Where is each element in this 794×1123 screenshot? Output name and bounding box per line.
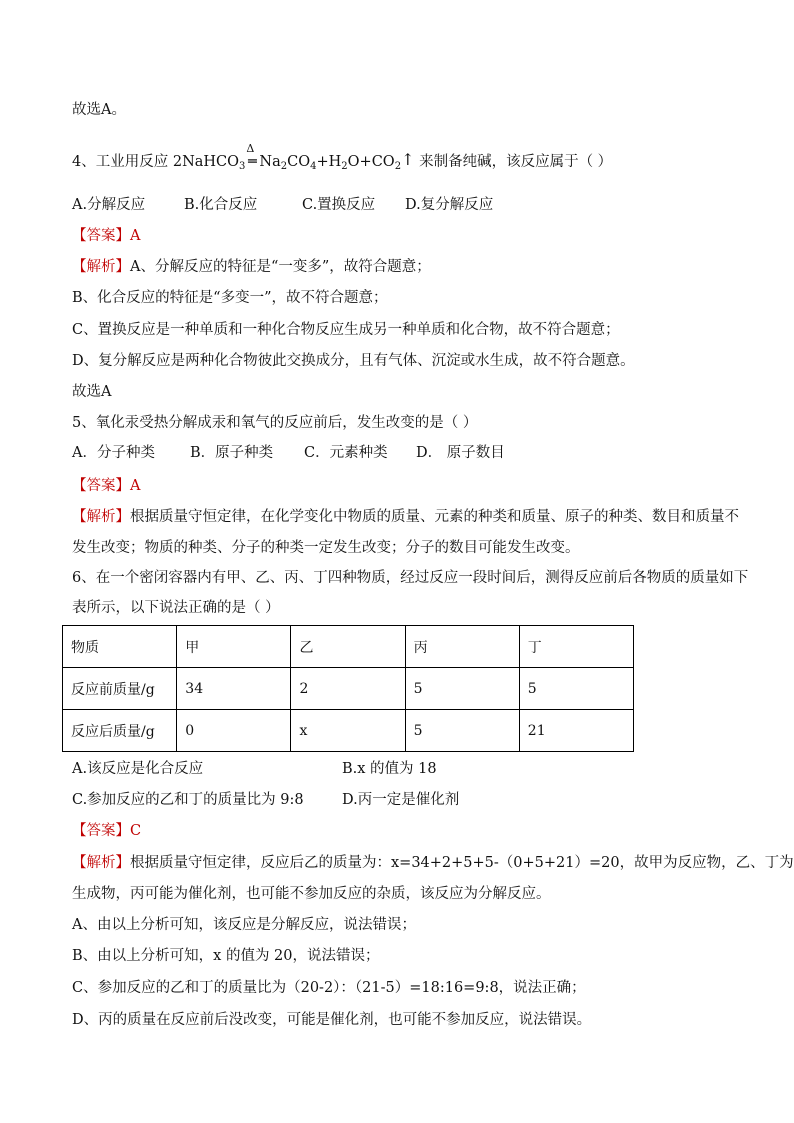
- q5-analysis-2: 发生改变；物质的种类、分子的种类一定发生改变；分子的数目可能发生改变。: [72, 540, 580, 556]
- analysis-text: 根据质量守恒定律，反应后乙的质量为：x=34+2+5+5-（0+5+21）=20，故甲为反应物，乙、丁为: [130, 855, 794, 871]
- q4-conclusion: 故选A: [72, 384, 112, 400]
- table-row: [63, 668, 634, 710]
- q4-analysis-4: D、复分解反应是两种化合物彼此交换成分，且有气体、沉淀或水生成，故不符合题意。: [72, 353, 635, 369]
- q5-answer: [72, 476, 140, 496]
- table-cell: 5: [405, 710, 519, 752]
- q5-option-b[interactable]: B．原子种类: [190, 445, 274, 461]
- q4-suffix: 来制备纯碱，该反应属于（ ）: [419, 154, 613, 170]
- table-cell: 5: [405, 668, 519, 710]
- eq-sub: 3: [239, 161, 246, 172]
- eq-product-2: +H: [316, 154, 342, 170]
- eq-product-3: O+CO: [347, 154, 395, 170]
- table-cell: 乙: [291, 626, 405, 668]
- q4-analysis-2: B、化合反应的特征是“多变一”，故不符合题意；: [72, 290, 388, 306]
- eq-sub: 2: [394, 161, 402, 172]
- eq-sub: 2: [341, 161, 348, 172]
- mass-table: [62, 625, 634, 752]
- q6-answer: [72, 821, 141, 841]
- q5-option-d[interactable]: D． 原子数目: [416, 445, 505, 461]
- table-cell: 物质: [63, 626, 177, 668]
- q6-analysis-4: B、由以上分析可知，x 的值为 20，说法错误；: [72, 948, 380, 964]
- analysis-label: 【解析】: [72, 259, 130, 275]
- q4-option-a[interactable]: A.分解反应: [72, 197, 146, 213]
- q4-options: [72, 195, 493, 215]
- delta-icon: Δ: [246, 142, 255, 155]
- q6-analysis-5: C、参加反应的乙和丁的质量比为（20-2）：（21-5）=18:16=9:8，说法正确；: [72, 980, 586, 996]
- eq-sub: 4: [310, 161, 317, 172]
- q6-analysis-6: D、丙的质量在反应前后没改变，可能是催化剂，也可能不参加反应，说法错误。: [72, 1012, 592, 1028]
- q4-stem: [72, 142, 613, 177]
- q4-equation: [172, 142, 415, 172]
- table-cell: 反应后质量/g: [63, 710, 177, 752]
- q5-options: [72, 443, 505, 463]
- q4-analysis-3: C、置换反应是一种单质和一种化合物反应生成另一种单质和化合物，故不符合题意；: [72, 322, 620, 338]
- q4-option-b[interactable]: B.化合反应: [184, 197, 258, 213]
- table-cell: 丙: [405, 626, 519, 668]
- q5-analysis-1: [72, 507, 739, 527]
- table-cell: 34: [177, 668, 291, 710]
- analysis-text: 根据质量守恒定律，在化学变化中物质的质量、元素的种类和质量、原子的种类、数目和质量不: [130, 509, 739, 525]
- eq-product-1-mid: CO: [287, 154, 311, 170]
- analysis-label: 【解析】: [72, 509, 130, 525]
- q6-options-row-2: [72, 790, 459, 810]
- q4-analysis-1: [72, 257, 431, 277]
- q4-option-d[interactable]: D.复分解反应: [405, 197, 494, 213]
- table-cell: 2: [291, 668, 405, 710]
- q4-answer: [72, 226, 140, 246]
- table-cell: 21: [519, 710, 633, 752]
- analysis-label: 【解析】: [72, 855, 130, 871]
- table-cell: 5: [519, 668, 633, 710]
- table-cell: 反应前质量/g: [63, 668, 177, 710]
- q6-option-b[interactable]: B.x 的值为 18: [342, 761, 437, 777]
- q6-analysis-3: A、由以上分析可知，该反应是分解反应，说法错误；: [72, 917, 416, 933]
- table-row: [63, 626, 634, 668]
- q6-analysis-2: 生成物，丙可能为催化剂，也可能不参加反应的杂质，该反应为分解反应。: [72, 886, 551, 902]
- q6-option-d[interactable]: D.丙一定是催化剂: [342, 792, 460, 808]
- q5-stem: 5、氧化汞受热分解成汞和氧气的反应前后，发生改变的是（ ）: [72, 415, 478, 431]
- table-cell: 甲: [177, 626, 291, 668]
- q6-stem-2: 表所示，以下说法正确的是（ ）: [72, 600, 280, 616]
- table-cell: 0: [177, 710, 291, 752]
- eq-reactant: 2NaHCO: [172, 154, 240, 170]
- answer-value: C: [130, 823, 142, 839]
- q4-option-c[interactable]: C.置换反应: [302, 197, 376, 213]
- q6-analysis-1: [72, 853, 794, 873]
- q6-stem-1: 6、在一个密闭容器内有甲、乙、丙、丁四种物质，经过反应一段时间后，测得反应前后各物质的质量如下: [72, 570, 749, 586]
- answer-value: A: [130, 228, 141, 244]
- gas-arrow-icon: ↑: [401, 150, 415, 169]
- q5-option-c[interactable]: C．元素种类: [304, 445, 388, 461]
- q6-options-row-1: [72, 759, 437, 779]
- answer-value: A: [130, 478, 141, 494]
- eq-equals: ═: [248, 154, 257, 170]
- q5-option-a[interactable]: A．分子种类: [72, 445, 155, 461]
- eq-heat-sign: [245, 142, 259, 172]
- q3-conclusion: 故选A。: [72, 102, 126, 118]
- q4-prefix: 4、工业用反应: [72, 154, 169, 170]
- eq-sub: 2: [280, 161, 288, 172]
- answer-label: 【答案】: [72, 228, 130, 244]
- q6-option-a[interactable]: A.该反应是化合反应: [72, 761, 204, 777]
- answer-label: 【答案】: [72, 478, 130, 494]
- table-cell: 丁: [519, 626, 633, 668]
- analysis-text: A、分解反应的特征是“一变多”，故符合题意；: [130, 259, 431, 275]
- table-row: [63, 710, 634, 752]
- answer-label: 【答案】: [72, 823, 130, 839]
- eq-product-1: Na: [259, 154, 281, 170]
- q6-option-c[interactable]: C.参加反应的乙和丁的质量比为 9:8: [72, 792, 304, 808]
- table-cell: x: [291, 710, 405, 752]
